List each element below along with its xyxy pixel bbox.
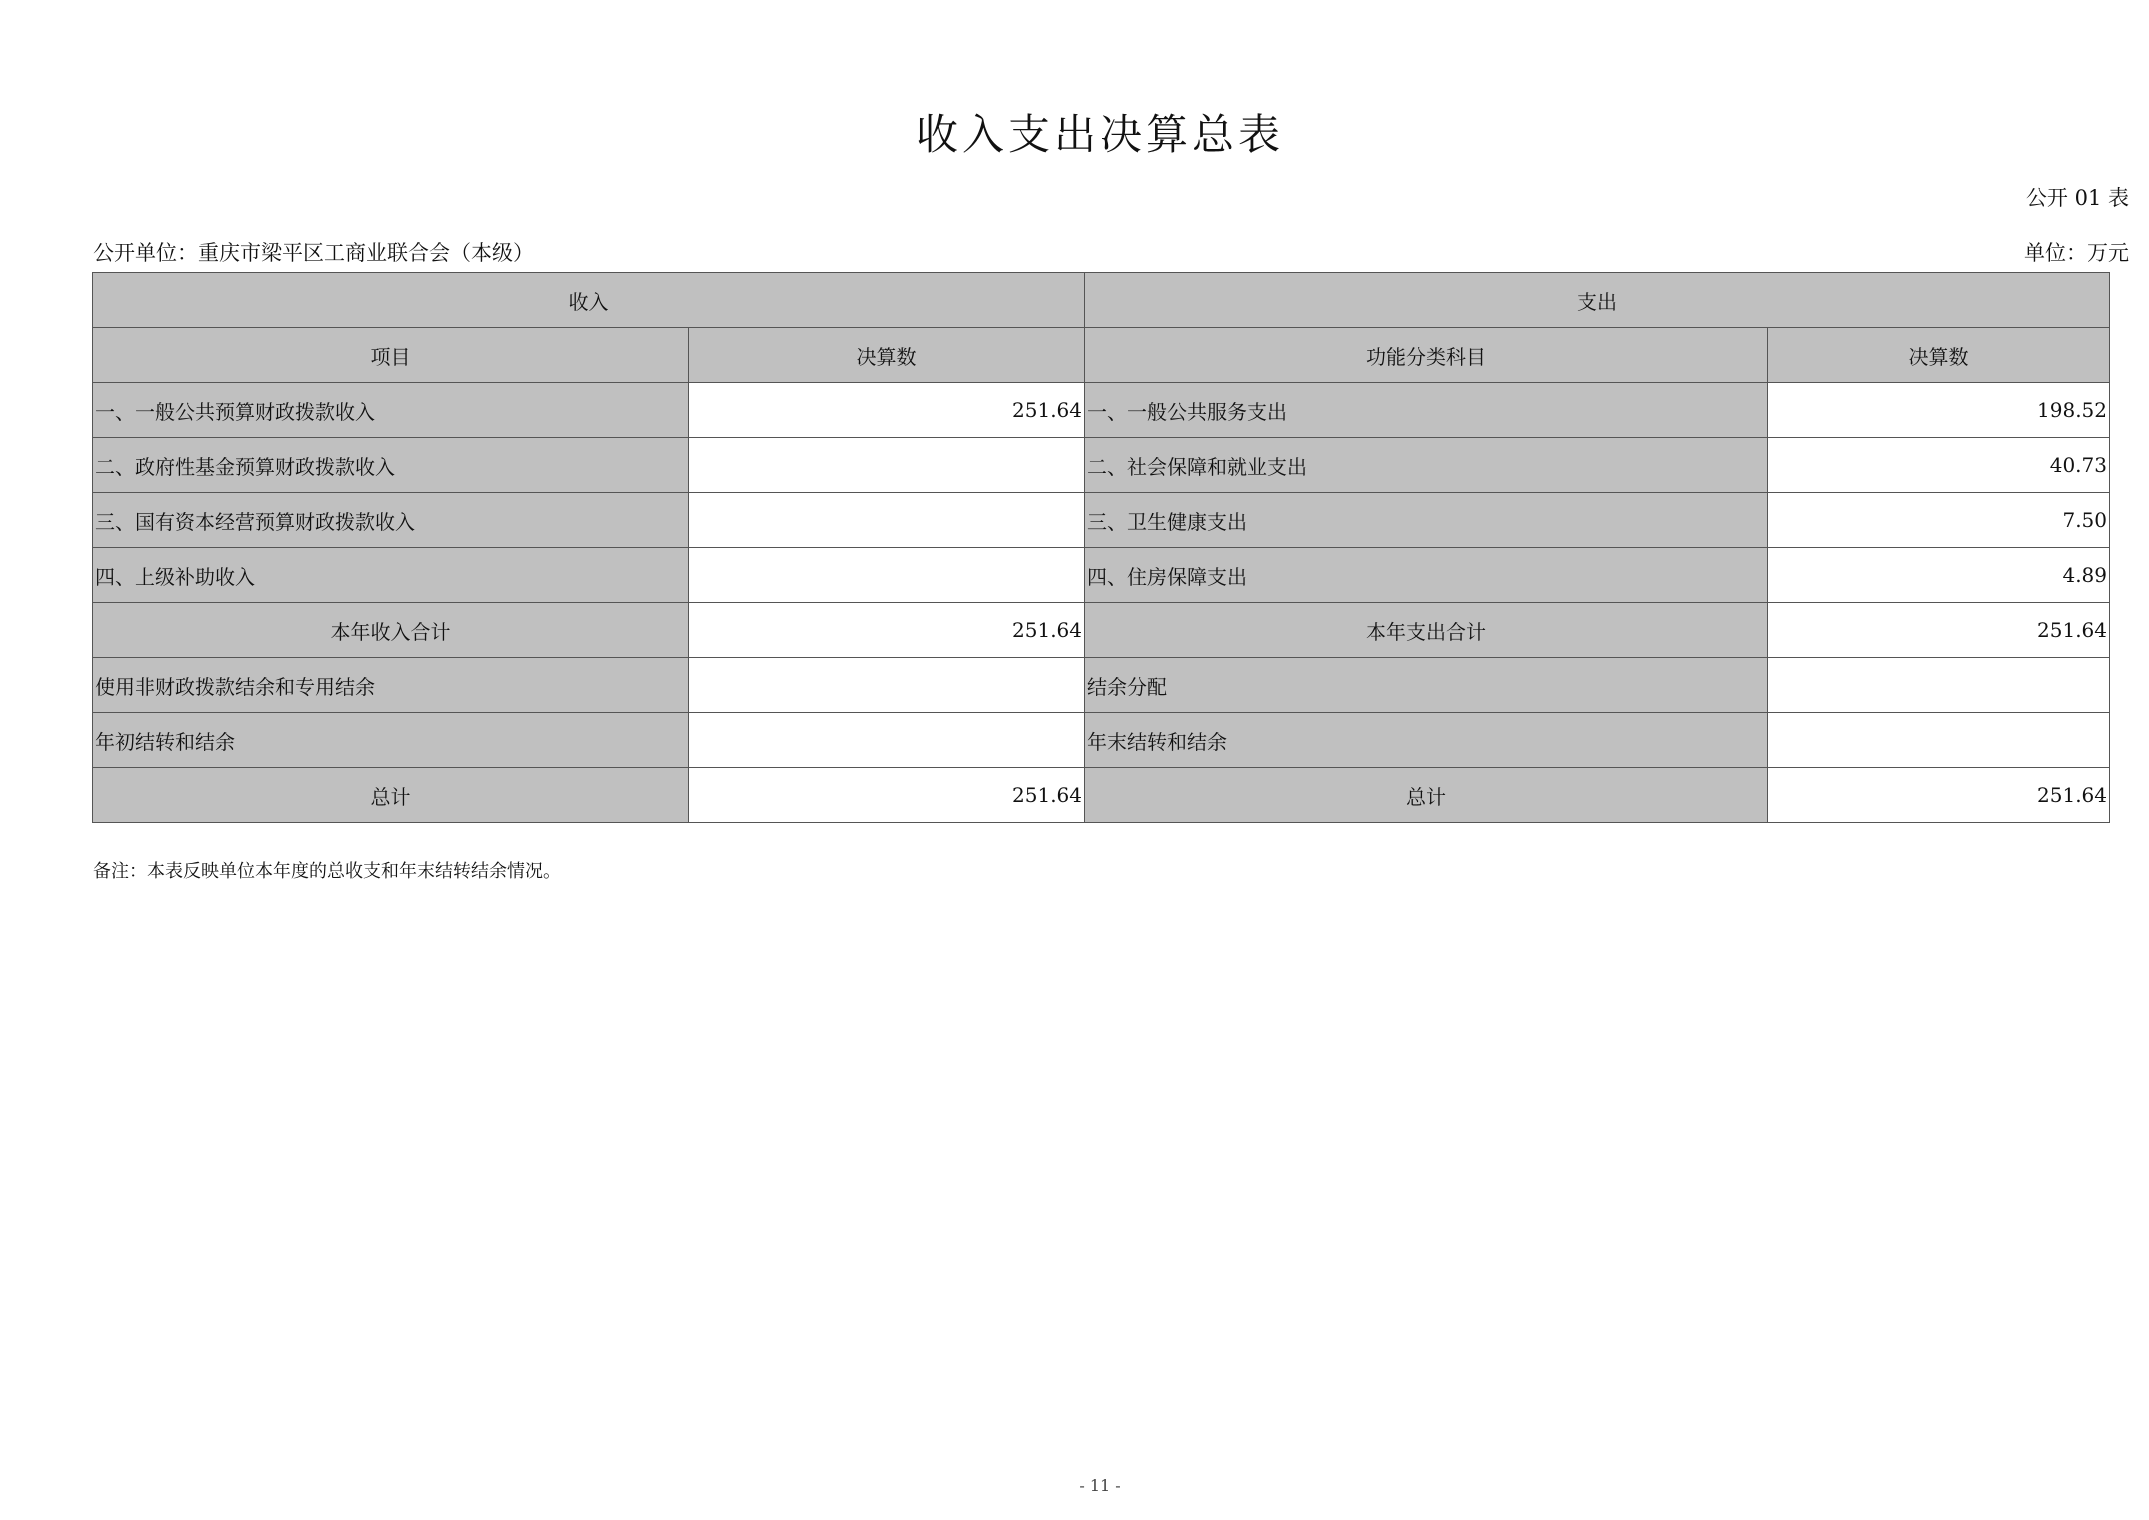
income-value-cell (689, 658, 1085, 713)
table-row (93, 438, 2110, 493)
expense-item-cell: 结余分配 (1085, 658, 1768, 713)
table-row (93, 383, 2110, 438)
income-subtotal-value: 251.64 (689, 603, 1085, 658)
column-header-expense-amount: 决算数 (1768, 328, 2110, 383)
table-row (93, 713, 2110, 768)
income-expense-table (92, 272, 2110, 823)
expense-item-cell: 二、社会保障和就业支出 (1085, 438, 1768, 493)
income-value-cell: 251.64 (689, 383, 1085, 438)
table-row (93, 658, 2110, 713)
column-header-item: 项目 (93, 328, 689, 383)
income-subtotal-label: 本年收入合计 (93, 603, 689, 658)
column-header-function: 功能分类科目 (1085, 328, 1768, 383)
income-value-cell (689, 548, 1085, 603)
income-item-cell: 三、国有资本经营预算财政拨款收入 (93, 493, 689, 548)
expense-subtotal-value: 251.64 (1768, 603, 2110, 658)
form-code: 公开 01 表 (2025, 186, 2129, 210)
page-title: 收入支出决算总表 (915, 110, 1284, 159)
income-value-cell (689, 438, 1085, 493)
income-value-cell (689, 493, 1085, 548)
expense-item-cell: 年末结转和结余 (1085, 713, 1768, 768)
income-value-cell (689, 713, 1085, 768)
table-row (93, 548, 2110, 603)
column-header-row (93, 328, 2110, 383)
table-row (93, 493, 2110, 548)
page-number: - 11 - (1079, 1476, 1121, 1495)
income-total-label: 总计 (93, 768, 689, 823)
expense-value-cell: 4.89 (1768, 548, 2110, 603)
income-item-cell: 一、一般公共预算财政拨款收入 (93, 383, 689, 438)
expense-item-cell: 三、卫生健康支出 (1085, 493, 1768, 548)
expense-value-cell (1768, 658, 2110, 713)
income-section-header: 收入 (93, 273, 1085, 328)
expense-total-value: 251.64 (1768, 768, 2110, 823)
expense-item-cell: 四、住房保障支出 (1085, 548, 1768, 603)
subtotal-row (93, 603, 2110, 658)
expense-value-cell: 198.52 (1768, 383, 2110, 438)
income-item-cell: 四、上级补助收入 (93, 548, 689, 603)
reporting-unit: 公开单位：重庆市梁平区工商业联合会（本级） (93, 241, 534, 265)
column-header-income-amount: 决算数 (689, 328, 1085, 383)
income-item-cell: 使用非财政拨款结余和专用结余 (93, 658, 689, 713)
income-item-cell: 二、政府性基金预算财政拨款收入 (93, 438, 689, 493)
expense-value-cell: 7.50 (1768, 493, 2110, 548)
expense-value-cell (1768, 713, 2110, 768)
expense-item-cell: 一、一般公共服务支出 (1085, 383, 1768, 438)
grand-total-row (93, 768, 2110, 823)
expense-subtotal-label: 本年支出合计 (1085, 603, 1768, 658)
expense-section-header: 支出 (1085, 273, 2110, 328)
footnote: 备注：本表反映单位本年度的总收支和年末结转结余情况。 (93, 861, 561, 882)
income-total-value: 251.64 (689, 768, 1085, 823)
expense-total-label: 总计 (1085, 768, 1768, 823)
section-header-row (93, 273, 2110, 328)
expense-value-cell: 40.73 (1768, 438, 2110, 493)
income-item-cell: 年初结转和结余 (93, 713, 689, 768)
unit-of-measure: 单位：万元 (2024, 241, 2129, 265)
